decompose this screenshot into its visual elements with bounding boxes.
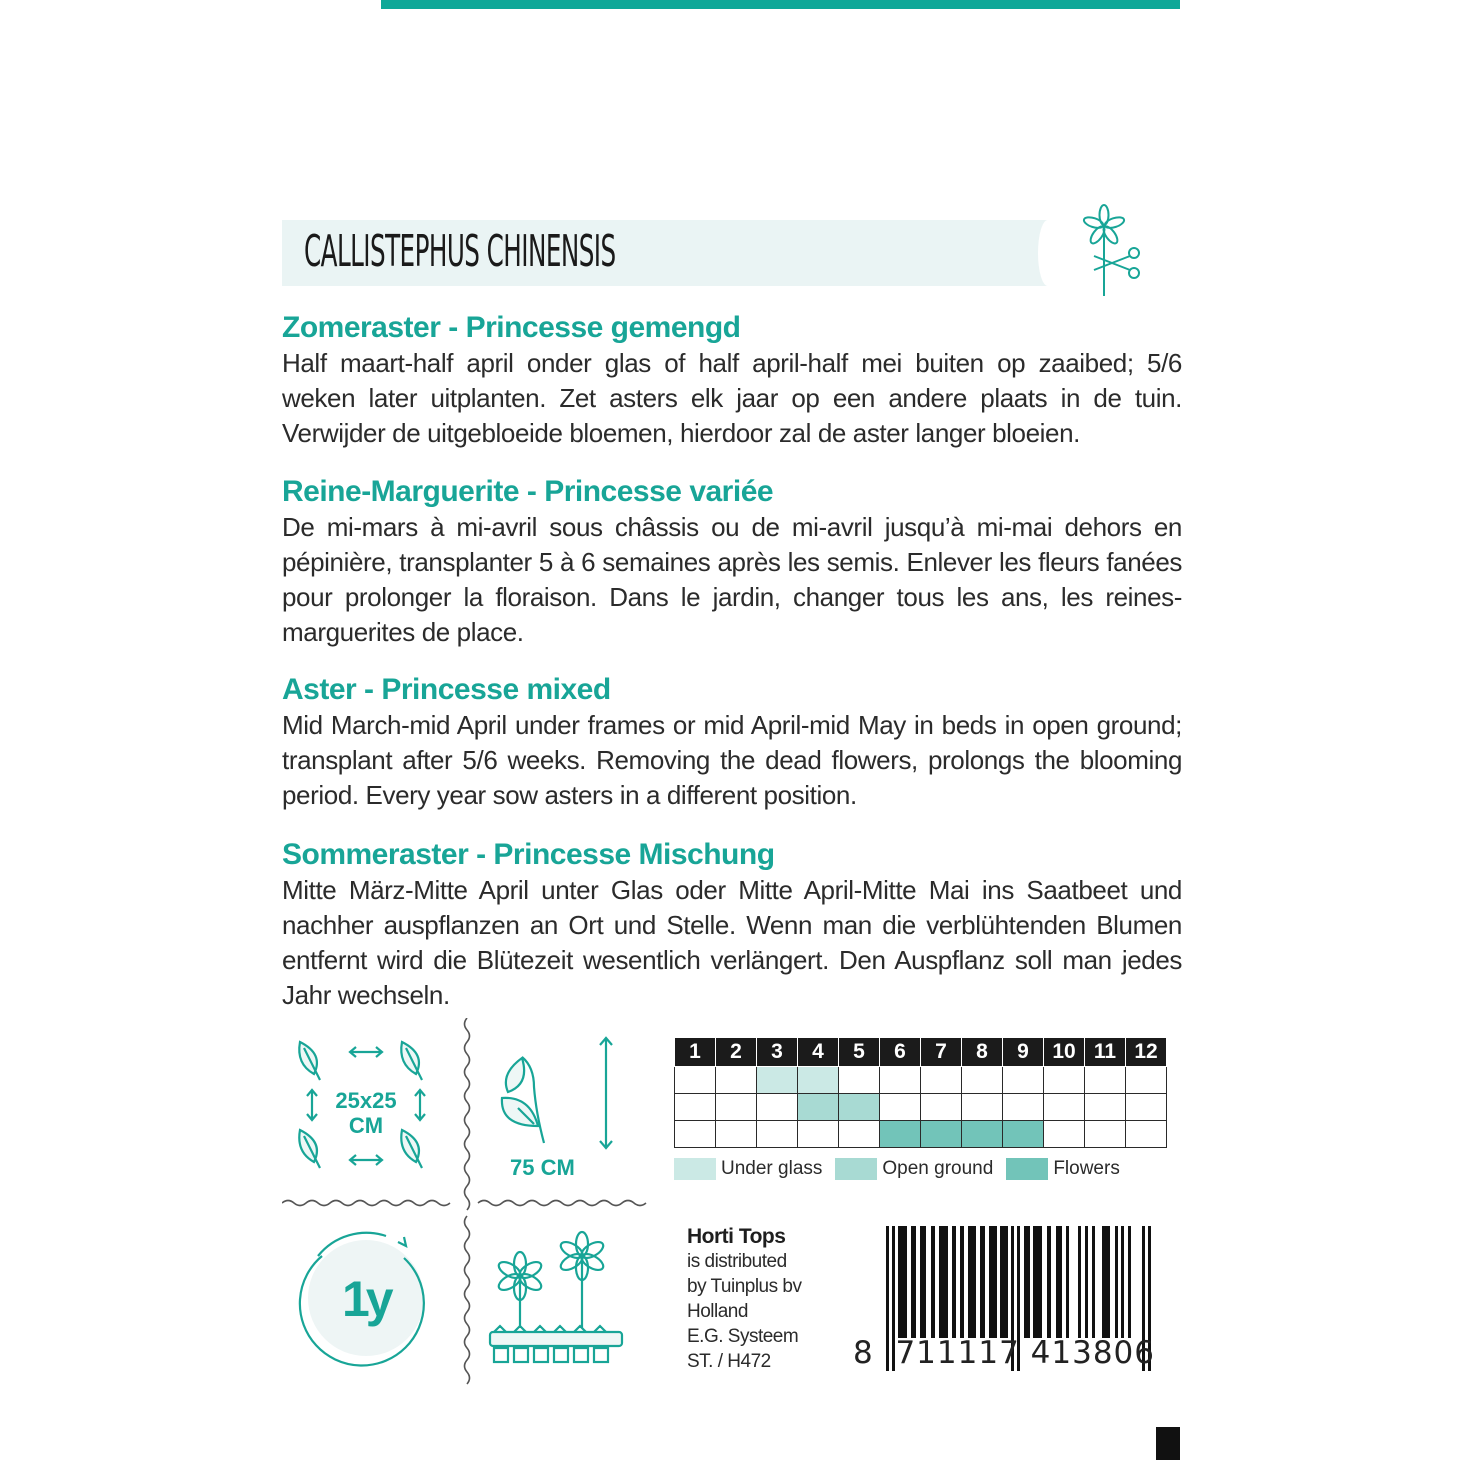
wavy-divider-horizontal — [282, 1201, 450, 1206]
legend-swatch — [674, 1158, 716, 1180]
section-heading: Aster - Princesse mixed — [282, 673, 611, 706]
arrow-vertical-icon — [415, 1090, 425, 1120]
flower-scissors-icon — [1078, 204, 1148, 300]
seedling-tray-icon — [490, 1232, 622, 1362]
legend-open-ground: Open ground — [835, 1158, 993, 1180]
wavy-divider-vertical — [465, 1216, 470, 1384]
top-accent-bar — [381, 0, 1180, 9]
seedling-icon — [502, 1057, 544, 1143]
wavy-divider-vertical — [465, 1018, 470, 1210]
month-header: 8 — [962, 1038, 1003, 1067]
section-body: Mid March-mid April under frames or mid April-mid May in beds in open ground; transplant after 5/6 weeks. Removing the dead flowers, prolongs the blooming period. Every year sow asters in a different position. — [282, 710, 1182, 810]
section-body: De mi-mars à mi-avril sous châssis ou de mi-avril jusqu’à mi-mai dehors en pépinière, transplanter 5 à 6 semaines après les semis. Enlever les fleurs fanées pour prolonger la floraison. Dans le jardin, changer tous les ans, les reines-marguerites de place. — [282, 512, 1182, 647]
sowing-calendar — [674, 1038, 1167, 1148]
leaf-icon — [299, 1130, 320, 1168]
calendar-legend — [674, 1158, 1133, 1180]
section-dutch — [282, 310, 1182, 451]
section-heading: Zomeraster - Princesse gemengd — [282, 311, 741, 344]
month-header: 5 — [839, 1038, 880, 1067]
month-header: 9 — [1003, 1038, 1044, 1067]
arrow-vertical-icon — [600, 1038, 612, 1148]
arrow-vertical-icon — [307, 1090, 317, 1120]
section-english — [282, 672, 1182, 813]
calendar-row-flowers — [675, 1121, 1167, 1148]
distributor-info: Horti Tops is distributed by Tuinplus bv Holland E.G. Systeem ST. / H472 — [687, 1225, 802, 1372]
barcode-number: 8 711117 413806 — [853, 1335, 1155, 1371]
month-header: 4 — [798, 1038, 839, 1067]
legend-under-glass: Under glass — [674, 1158, 822, 1180]
month-header: 2 — [716, 1038, 757, 1067]
legend-swatch — [1006, 1158, 1048, 1180]
month-header: 3 — [757, 1038, 798, 1067]
calendar-row-under-glass — [675, 1067, 1167, 1094]
legend-swatch — [835, 1158, 877, 1180]
arrow-horizontal-icon — [350, 1047, 382, 1057]
month-header: 10 — [1044, 1038, 1085, 1067]
section-heading: Reine-Marguerite - Princesse variée — [282, 475, 774, 508]
section-body: Mitte März-Mitte April unter Glas oder Mitte April-Mitte Mai ins Saatbeet und nachher auspflanzen an Ort und Stelle. Wenn man die verblühtenden Blumen entfernt wird die Blütezeit wesentlich verlängert. Den Auspflanz soll man jedes Jahr wechseln. — [282, 875, 1182, 1010]
section-german — [282, 837, 1182, 1013]
section-french — [282, 474, 1182, 650]
leaf-icon — [299, 1042, 320, 1080]
calendar-row-open-ground — [675, 1094, 1167, 1121]
spacing-label: 25x25 CM — [335, 1088, 397, 1138]
month-header: 6 — [880, 1038, 921, 1067]
height-label: 75 CM — [510, 1155, 575, 1180]
wavy-divider-horizontal — [478, 1201, 646, 1206]
lifecycle-label: 1y — [342, 1271, 390, 1327]
month-header: 1 — [675, 1038, 716, 1067]
legend-flowers: Flowers — [1006, 1158, 1120, 1180]
month-header: 11 — [1085, 1038, 1126, 1067]
month-header: 7 — [921, 1038, 962, 1067]
latin-name: CALLISTEPHUS CHINENSIS — [304, 226, 616, 277]
month-header: 12 — [1126, 1038, 1167, 1067]
section-body: Half maart-half april onder glas of half april-half mei buiten op zaaibed; 5/6 weken later uitplanten. Zet asters elk jaar op een andere plaats in de tuin. Verwijder de uitgebloeide bloemen, hierdoor zal de aster langer bloeien. — [282, 348, 1182, 448]
leaf-icon — [401, 1042, 422, 1080]
leaf-icon — [401, 1130, 422, 1168]
print-registration-mark — [1156, 1427, 1180, 1460]
section-heading: Sommeraster - Princesse Mischung — [282, 838, 775, 871]
arrow-horizontal-icon — [350, 1155, 382, 1165]
icon-grid — [282, 1018, 662, 1390]
brand-name: Horti Tops — [687, 1225, 786, 1248]
